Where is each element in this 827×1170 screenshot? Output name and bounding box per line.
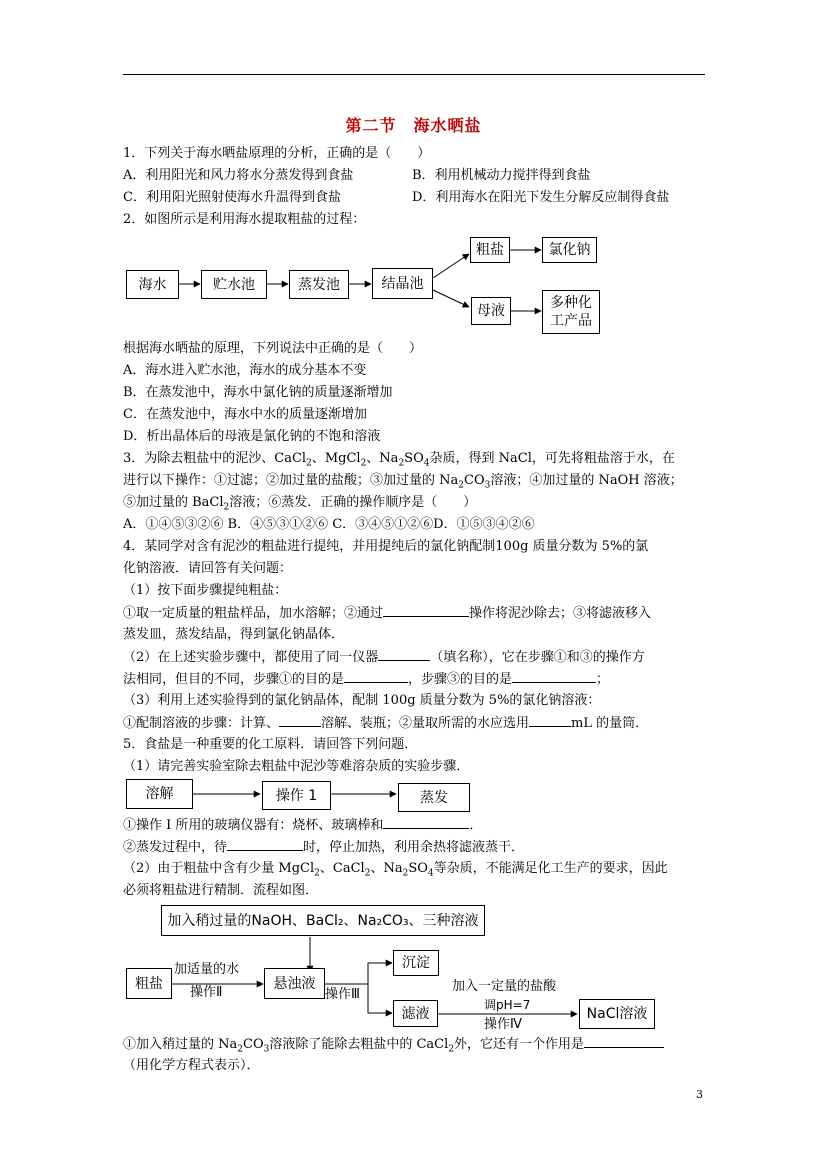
q2-option-b: B．在蒸发池中，海水中氯化钠的质量逐渐增加: [123, 385, 393, 400]
answer-blank[interactable]: [383, 604, 469, 617]
chem-products-line2: 工产品: [550, 313, 592, 329]
op3-label: 操作Ⅲ: [325, 987, 360, 1002]
precipitate-box: 沉淀: [393, 950, 439, 976]
answer-blank[interactable]: [529, 714, 571, 727]
adjust-ph-label: 调pH=7: [484, 998, 531, 1012]
q1-option-b: B．利用机械动力搅拌得到食盐: [412, 168, 591, 183]
mother-liquor-box: 母液: [471, 297, 511, 325]
dissolve-box: 溶解: [126, 779, 193, 809]
filtrate-box: 滤液: [393, 1000, 438, 1027]
q1-option-d: D．利用海水在阳光下发生分解反应制得食盐: [412, 190, 670, 205]
q4-line5: 蒸发皿，蒸发结晶，得到氯化钠晶体．: [123, 627, 345, 642]
page-title: 第二节 海水晒盐: [345, 116, 482, 135]
op1-box: 操作 1: [262, 781, 331, 810]
op4-label: 操作Ⅳ: [484, 1017, 522, 1032]
op2-label: 操作Ⅱ: [190, 985, 223, 1000]
add-hcl-label: 加入一定量的盐酸: [452, 979, 557, 994]
q2-question: 根据海水晒盐的原理，下列说法中正确的是（ ）: [123, 341, 423, 356]
q3-line1: 3．为除去粗盐中的泥沙、CaCl$_2$、MgCl$_2$、$Na_2SO_4$杂质，得到 NaCl，可先将粗盐溶于水，在: [123, 451, 675, 469]
q4-line7: 法相同，但目的不同，步骤①的目的是 ，步骤③的目的是 ；: [123, 672, 610, 687]
q5-line8: （用化学方程式表示）．: [123, 1058, 260, 1073]
answer-blank[interactable]: [378, 648, 430, 661]
q2-option-d: D．析出晶体后的母液是氯化钠的不饱和溶液: [123, 429, 381, 444]
q5-line7: ①加入稍过量的 $Na_2CO_3$溶液除了能除去粗盐中的 CaCl$_2$外，它还有一个作用是: [123, 1035, 664, 1054]
add-water-label: 加适量的水: [174, 962, 240, 977]
crystal-pool-box: 结晶池: [372, 268, 433, 299]
q5-line4: ②蒸发过程中，待 时，停止加热，利用余热将滤液蒸干．: [123, 840, 525, 855]
evaporate-box: 蒸发: [398, 783, 470, 812]
q3-line2: 进行以下操作：①过滤；②加过量的盐酸；③加过量的 $Na_2CO_3$溶液；④加过量的 NaOH 溶液；: [123, 473, 683, 491]
answer-blank[interactable]: [227, 838, 303, 851]
reagents-box: 加入稍过量的NaOH、BaCl₂、Na₂CO₃、三种溶液: [161, 905, 485, 936]
page-number: 3: [696, 1088, 703, 1101]
answer-blank[interactable]: [512, 670, 596, 683]
q5-line6: 必须将粗盐进行精制．流程如图．: [123, 883, 319, 898]
q2-option-a: A．海水进入贮水池，海水的成分基本不变: [123, 363, 367, 378]
q1-stem: 1．下列关于海水晒盐原理的分析，正确的是（ ）: [123, 146, 431, 161]
answer-blank[interactable]: [383, 816, 469, 829]
nacl-solution-box: NaCl溶液: [579, 999, 655, 1029]
answer-blank[interactable]: [584, 1035, 664, 1048]
q4-line9: ①配制溶液的步骤：计算、 溶解、装瓶；②量取所需的水应选用 mL 的量筒．: [123, 716, 649, 731]
evaporation-pool-box: 蒸发池: [289, 270, 349, 299]
q3-options: A．①④⑤③②⑥ B．④⑤③①②⑥ C．③④⑤①②⑥D．①⑤③④②⑥: [123, 517, 535, 532]
q5-line5: （2）由于粗盐中含有少量 MgCl$_2$、CaCl$_2$、$Na_2SO_4$等杂质，不能满足化工生产的要求，因此: [123, 861, 668, 879]
q3-line3: ⑤加过量的 BaCl$_2$溶液；⑥蒸发．正确的操作顺序是（ ）: [123, 495, 477, 513]
chem-products-box: [542, 290, 600, 334]
q1-option-a: A．利用阳光和风力将水分蒸发得到食盐: [123, 168, 354, 183]
storage-pool-box: 贮水池: [201, 270, 267, 299]
q4-line1: 4．某同学对含有泥沙的粗盐进行提纯，并用提纯后的氯化钠配制100g 质量分数为 5%的氯: [123, 539, 649, 554]
q4-line3: （1）按下面步骤提纯粗盐：: [123, 583, 288, 598]
q4-line8: （3）利用上述实验得到的氯化钠晶体，配制 100g 质量分数为 5%的氯化钠溶液：: [123, 693, 601, 708]
q5-line1: 5．食盐是一种重要的化工原料．请回答下列问题．: [123, 737, 418, 752]
crude-salt-box: 粗盐: [470, 237, 510, 263]
crude-salt-box: 粗盐: [126, 968, 172, 999]
q5-line2: （1）请完善实验室除去粗盐中泥沙等难溶杂质的实验步骤．: [123, 759, 470, 774]
answer-blank[interactable]: [344, 670, 408, 683]
q2-option-c: C．在蒸发池中，海水中水的质量逐渐增加: [123, 407, 367, 422]
suspension-box: 悬浊液: [264, 968, 325, 999]
q4-line4: ①取一定质量的粗盐样品，加水溶解；②通过 操作将泥沙除去；③将滤液移入: [123, 606, 652, 621]
q4-line2: 化钠溶液．请回答有关问题：: [123, 561, 293, 576]
q2-stem: 2．如图所示是利用海水提取粗盐的过程：: [123, 212, 366, 227]
nacl-box: 氯化钠: [542, 237, 597, 263]
q1-option-c: C．利用阳光照射使海水升温得到食盐: [123, 190, 341, 205]
chem-products-line1: 多种化: [550, 295, 592, 311]
q5-line3: ①操作 I 所用的玻璃仪器有：烧杯、玻璃棒和 ．: [123, 818, 483, 833]
answer-blank[interactable]: [279, 714, 321, 727]
q4-line6: （2）在上述实验步骤中，都使用了同一仪器 （填名称），它在步骤①和③的操作方: [123, 650, 645, 665]
seawater-box: 海水: [126, 270, 179, 299]
